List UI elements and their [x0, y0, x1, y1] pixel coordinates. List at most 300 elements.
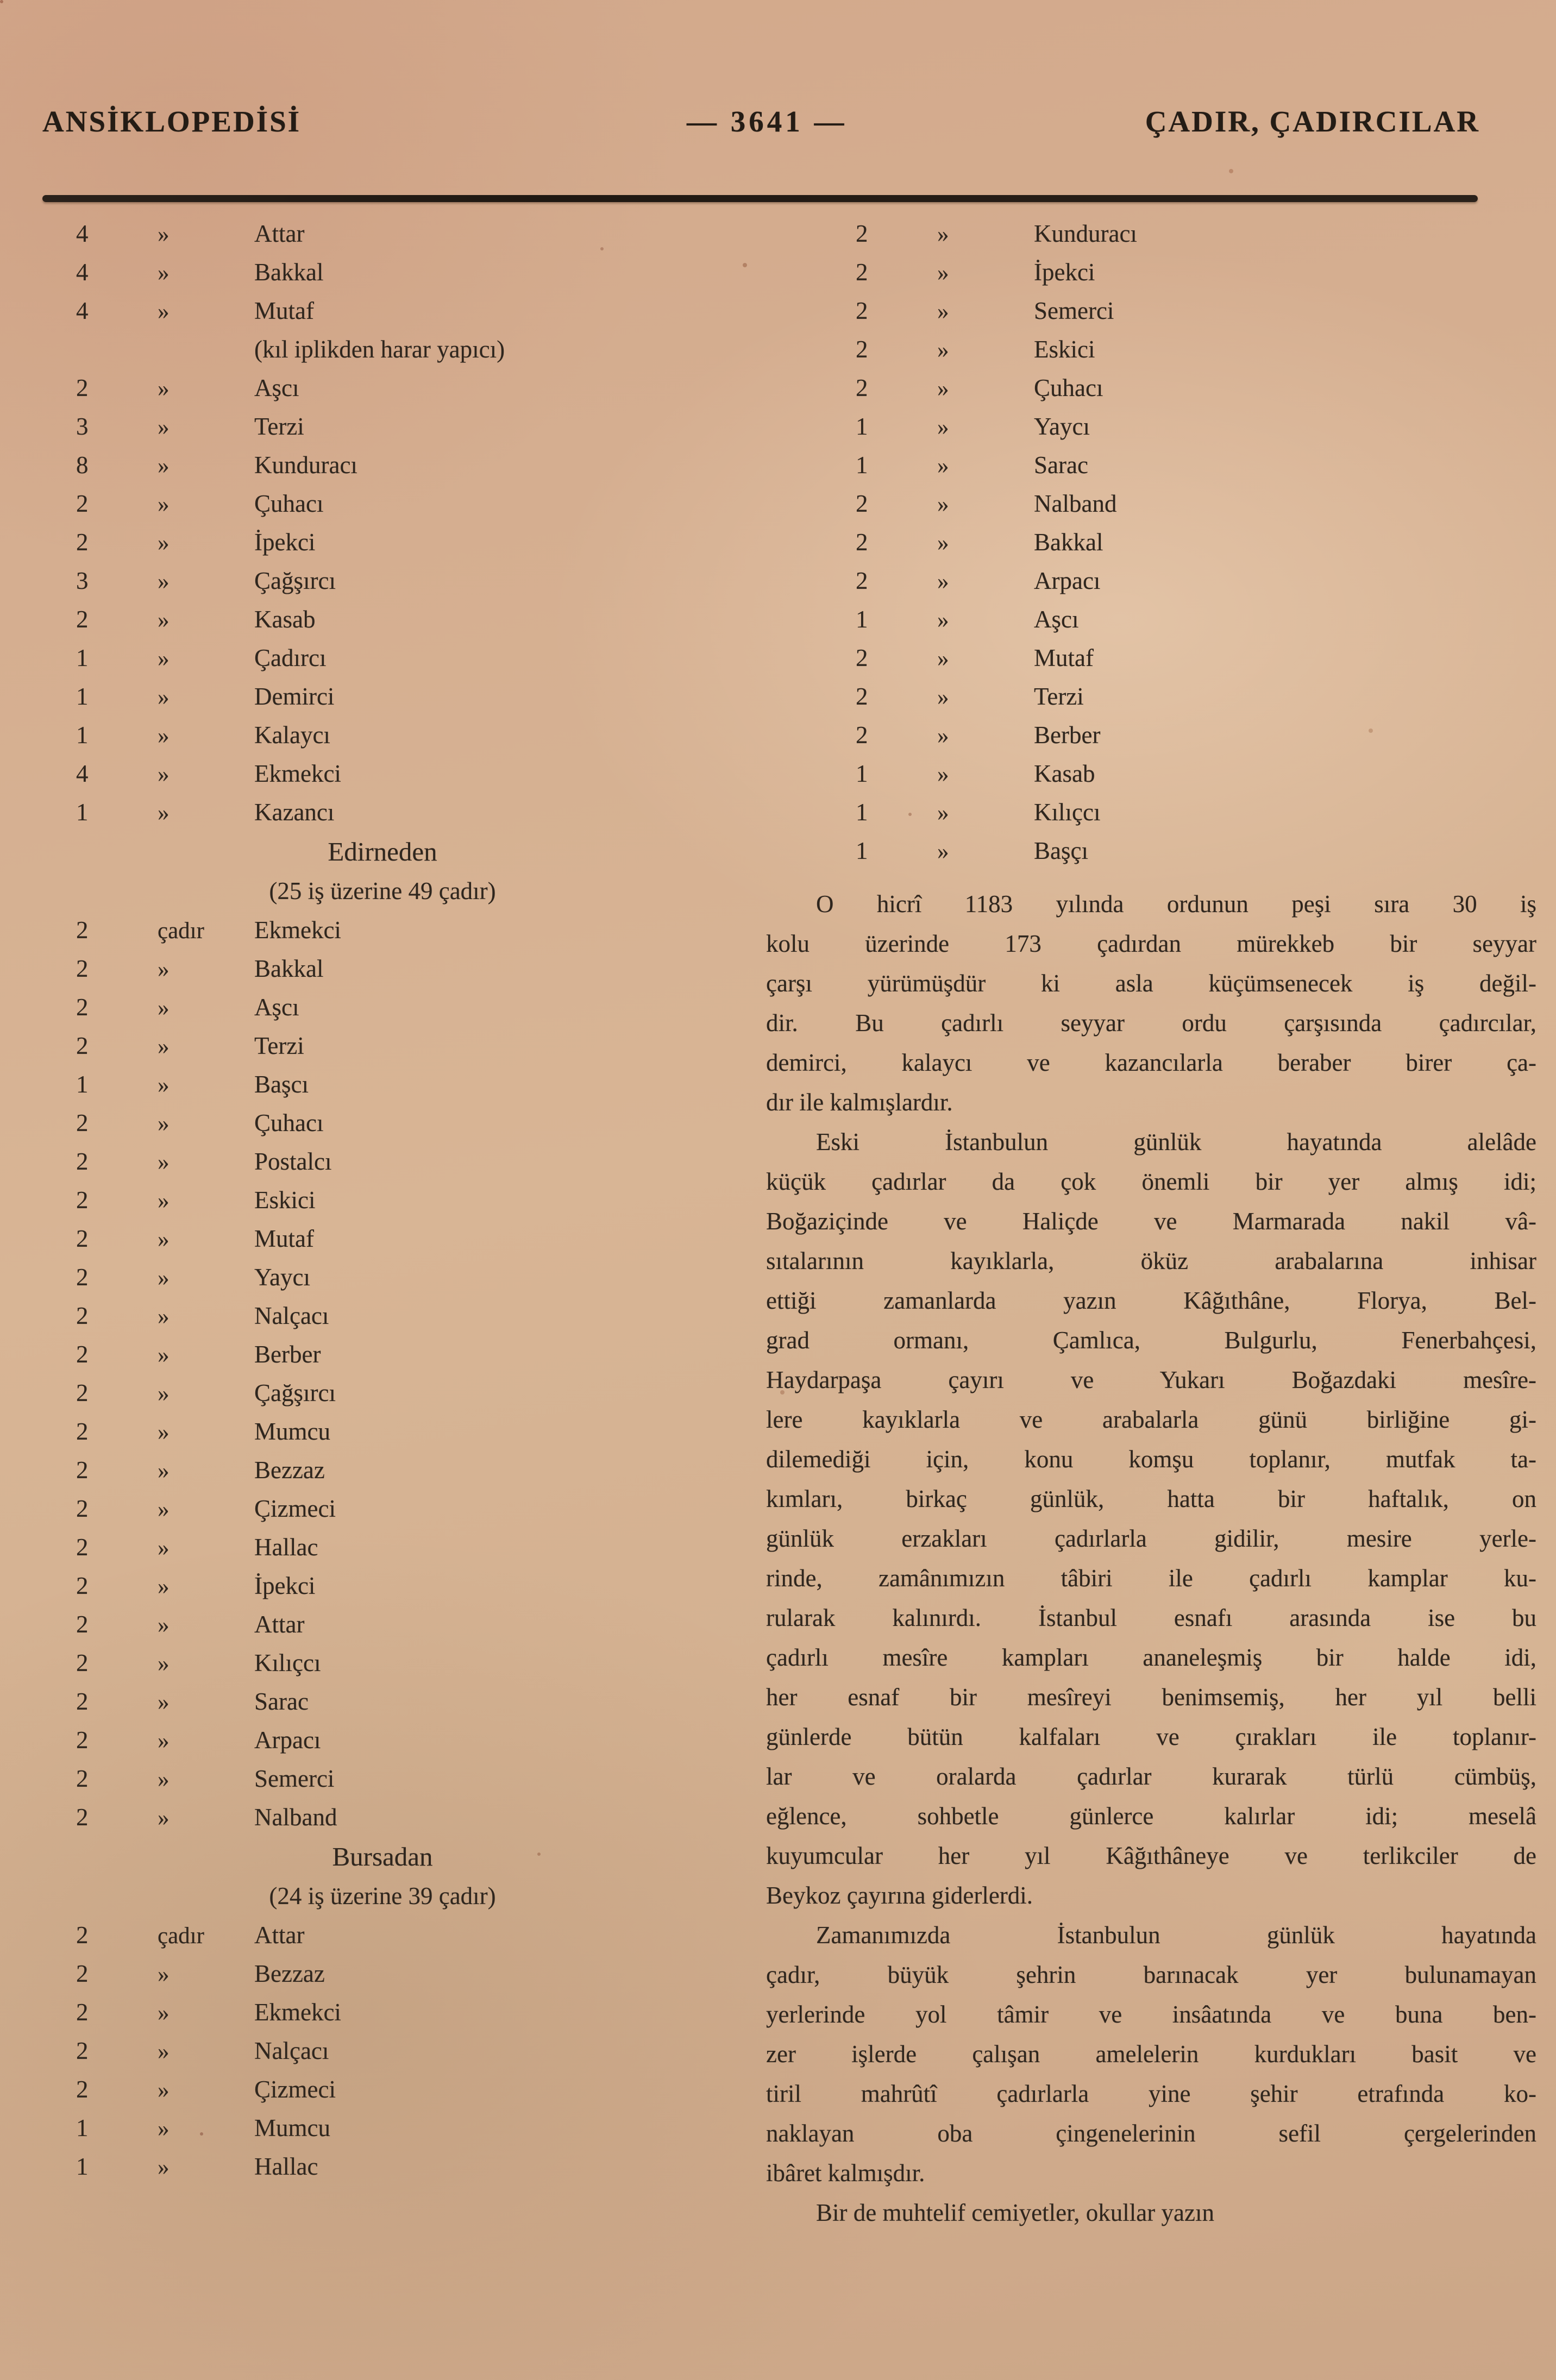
list-row [765, 485, 1539, 523]
row-num: 3 [76, 413, 89, 440]
row-num: 2 [76, 1649, 89, 1676]
row-label: Kasab [254, 606, 316, 633]
row-num: 2 [76, 1418, 89, 1445]
paragraph-line: Zamanımızda İstanbulun günlük hayatında [816, 1921, 1536, 1949]
row-label: Kılıçcı [254, 1649, 321, 1676]
list-row [765, 562, 1539, 600]
row-label: Hallac [254, 1534, 318, 1561]
row-mark: » [937, 762, 949, 787]
paragraph-line: kımları, birkaç günlük, hatta bir haftalık, on [766, 1485, 1536, 1512]
row-num: 2 [856, 644, 868, 671]
row-mark: » [158, 1111, 170, 1136]
list-row [0, 793, 765, 832]
row-num: 2 [76, 2076, 89, 2103]
row-mark: » [158, 1458, 170, 1484]
row-mark: » [158, 646, 170, 671]
page-header [42, 104, 1480, 139]
list-row [0, 1181, 765, 1220]
row-mark: » [158, 376, 170, 401]
row-label: Çadırcı [254, 644, 327, 671]
row-mark: » [937, 530, 949, 556]
row-label: Arpacı [1034, 567, 1101, 594]
paragraph-line: çarşı yürümüşdür ki asla küçümsenecek iş değil- [766, 970, 1536, 997]
row-mark: » [158, 1188, 170, 1214]
row-num: 2 [76, 1495, 89, 1522]
row-mark: » [158, 2155, 170, 2180]
paragraph-line: çadır, büyük şehrin barınacak yer bulunamayan [766, 1961, 1536, 1988]
list-row [0, 755, 765, 793]
list-row [0, 1528, 765, 1567]
row-mark: » [158, 260, 170, 286]
row-num: 2 [76, 1960, 89, 1987]
list-row [0, 639, 765, 677]
row-num: 2 [76, 1186, 89, 1214]
list-row [0, 600, 765, 639]
row-label: Kılıçcı [1034, 799, 1101, 826]
list-row [0, 523, 765, 562]
row-num: 2 [76, 1148, 89, 1175]
row-num: 2 [76, 529, 89, 556]
row-mark: » [158, 299, 170, 324]
row-label: Yaycı [254, 1264, 310, 1291]
paragraph-line: tiril mahrûtî çadırlarla yine şehir etrafında ko- [766, 2080, 1536, 2107]
row-num: 2 [76, 1688, 89, 1715]
list-row [0, 950, 765, 988]
row-label: Bezzaz [254, 1456, 325, 1484]
list-row [0, 1798, 765, 1837]
row-num: 2 [856, 683, 868, 710]
row-label: Sarac [1034, 451, 1088, 479]
row-label: Bakkal [1034, 529, 1103, 556]
row-label: Terzi [254, 1032, 304, 1059]
row-label: Bakkal [254, 955, 324, 982]
paragraph-line: demirci, kalaycı ve kazancılarla beraber birer ça- [766, 1049, 1536, 1076]
row-num: 2 [76, 1109, 89, 1136]
row-num: 8 [76, 451, 89, 479]
row-num: 2 [76, 1456, 89, 1484]
paragraph-line: çadırlı mesîre kampları ananeleşmiş bir halde idi, [766, 1644, 1536, 1671]
paragraph-line: dır ile kalmışlardır. [766, 1089, 953, 1116]
row-num: 2 [76, 916, 89, 944]
row-num: 1 [856, 837, 868, 864]
row-num: 4 [76, 297, 89, 324]
paragraph-line: O hicrî 1183 yılında ordunun peşi sıra 30 iş [816, 890, 1536, 918]
list-row [765, 407, 1539, 446]
row-mark: çadır [158, 1923, 204, 1949]
row-mark: » [937, 453, 949, 479]
row-num: 2 [856, 259, 868, 286]
paragraph-line: sıtalarının kayıklarla, öküz arabalarına inhisar [766, 1247, 1536, 1274]
row-num: 1 [76, 2114, 89, 2142]
row-num: 2 [76, 1726, 89, 1754]
list-row [0, 1412, 765, 1451]
list-row [765, 330, 1539, 369]
row-mark: » [937, 607, 949, 633]
row-num: 2 [856, 297, 868, 324]
list-row [765, 832, 1539, 870]
row-mark: » [158, 222, 170, 247]
row-mark: » [158, 453, 170, 479]
list-row [765, 600, 1539, 639]
row-label: Eskici [254, 1186, 316, 1214]
paragraph-line: her esnaf bir mesîreyi benimsemiş, her yıl belli [766, 1684, 1536, 1711]
paragraph-line: dir. Bu çadırlı seyyar ordu çarşısında çadırcılar, [766, 1009, 1536, 1037]
row-num: 2 [76, 374, 89, 401]
list-row [0, 1374, 765, 1412]
row-mark: » [158, 2077, 170, 2103]
row-label: Berber [254, 1341, 321, 1368]
paragraph-line: dilemediği için, konu komşu toplanır, mutfak ta- [766, 1446, 1536, 1473]
list-row [0, 369, 765, 407]
list-row [0, 2147, 765, 2186]
row-mark: » [158, 2116, 170, 2142]
row-mark: » [158, 1535, 170, 1561]
list-row [765, 215, 1539, 253]
paragraph-line: eğlence, sohbetle günlerce kalırlar idi; meselâ [766, 1803, 1536, 1830]
row-num: 2 [76, 606, 89, 633]
list-row [765, 755, 1539, 793]
row-num: 4 [76, 760, 89, 787]
row-label: Çağşırcı [254, 1379, 336, 1406]
row-num: 1 [76, 644, 89, 671]
row-label: Mutaf [254, 1225, 314, 1252]
list-row [0, 1605, 765, 1644]
list-row [0, 1567, 765, 1605]
list-row [0, 407, 765, 446]
row-label: Attar [254, 220, 305, 247]
paragraph-line: yerlerinde yol tâmir ve insâatında ve buna ben- [766, 2001, 1536, 2028]
row-mark: » [158, 569, 170, 594]
row-mark: » [158, 1420, 170, 1445]
row-num: 2 [76, 1032, 89, 1059]
row-num: 2 [76, 955, 89, 982]
row-num: 1 [76, 1071, 89, 1098]
row-label: Nalband [1034, 490, 1117, 517]
row-mark: » [937, 337, 949, 363]
row-label: Başçı [1034, 837, 1088, 864]
row-mark: » [158, 1497, 170, 1522]
list-row [0, 1297, 765, 1335]
row-mark: » [937, 492, 949, 517]
row-mark: » [158, 995, 170, 1021]
row-label: Demirci [254, 683, 335, 710]
list-row [0, 1065, 765, 1104]
paragraph-line: günlerde bütün kalfaları ve çırakları ile toplanır- [766, 1723, 1536, 1750]
row-mark: » [937, 376, 949, 401]
row-mark: » [937, 800, 949, 826]
row-num: 2 [856, 490, 868, 517]
row-mark: » [158, 1767, 170, 1792]
article-title: ÇADIR, ÇADIRCILAR [1145, 105, 1480, 138]
section-subtitle-bursa: (24 iş üzerine 39 çadır) [269, 1882, 496, 1910]
row-num: 2 [856, 529, 868, 556]
header-rule [42, 195, 1478, 202]
row-mark: » [937, 222, 949, 247]
row-mark: » [937, 685, 949, 710]
list-row [0, 988, 765, 1027]
list-row [0, 911, 765, 950]
paragraph-line: zer işlerde çalışan amelelerin kurdukları basit ve [766, 2040, 1536, 2068]
row-num: 4 [76, 259, 89, 286]
row-label: İpekci [1034, 259, 1095, 286]
row-mark: » [158, 723, 170, 749]
paragraph-line: kuyumcular her yıl Kâğıthâneye ve terlikciler de [766, 1842, 1536, 1869]
list-row [0, 1142, 765, 1181]
row-num: 1 [76, 2153, 89, 2180]
list-row [0, 1258, 765, 1297]
row-label: Aşcı [254, 374, 299, 401]
body-paragraphs [765, 884, 1539, 2233]
row-num: 2 [76, 1572, 89, 1599]
row-num: 2 [76, 1999, 89, 2026]
row-mark: çadır [158, 918, 204, 944]
list-row [765, 639, 1539, 677]
paragraph-line: Boğaziçinde ve Haliçde ve Marmarada nakil vâ- [766, 1208, 1536, 1235]
row-mark: » [937, 569, 949, 594]
paragraph-line: günlük erzakları çadırlarla gidilir, mesire yerle- [766, 1525, 1536, 1552]
row-label: Ekmekci [254, 1999, 341, 2026]
row-num: 3 [76, 567, 89, 594]
row-num: 2 [856, 567, 868, 594]
list-row [765, 446, 1539, 485]
row-mark: » [158, 415, 170, 440]
row-num: 1 [856, 799, 868, 826]
paragraph-line: kolu üzerinde 173 çadırdan mürekkeb bir seyyar [766, 930, 1536, 957]
row-mark: » [937, 299, 949, 324]
row-mark: » [158, 1805, 170, 1831]
paragraph-line: Bir de muhtelif cemiyetler, okullar yazın [816, 2199, 1214, 2226]
row-label: Başcı [254, 1071, 309, 1098]
row-num: 1 [856, 606, 868, 633]
row-mark: » [937, 723, 949, 749]
row-label: Çuhacı [1034, 374, 1103, 401]
row-mark: » [937, 260, 949, 286]
list-row [0, 485, 765, 523]
row-label: Çuhacı [254, 1109, 324, 1136]
section-subtitle-edirne: (25 iş üzerine 49 çadır) [269, 877, 496, 905]
row-mark: » [158, 1728, 170, 1754]
row-num: 2 [856, 220, 868, 247]
row-num: 2 [76, 1379, 89, 1406]
row-label: Attar [254, 1611, 305, 1638]
trade-list-edirne [0, 911, 765, 1837]
row-num: 2 [76, 1225, 89, 1252]
row-num: 1 [76, 721, 89, 749]
row-label: Sarac [254, 1688, 309, 1715]
row-mark: » [158, 1034, 170, 1059]
row-label: Çuhacı [254, 490, 324, 517]
row-num: 2 [76, 2037, 89, 2064]
list-row [765, 369, 1539, 407]
row-label: Hallac [254, 2153, 318, 2180]
paragraph-line: rinde, zamânımızın tâbiri ile çadırlı kamplar ku- [766, 1565, 1536, 1592]
row-num: 2 [856, 721, 868, 749]
row-label: Kunduracı [254, 451, 357, 479]
row-label: Ekmekci [254, 916, 341, 944]
left-column [0, 215, 765, 2186]
row-label: İpekci [254, 529, 316, 556]
row-mark: » [158, 685, 170, 710]
row-label: Nalband [254, 1804, 337, 1831]
row-mark: » [158, 800, 170, 826]
row-label: Çağşırcı [254, 567, 336, 594]
row-mark: » [158, 1304, 170, 1329]
list-row [765, 523, 1539, 562]
paragraph-line: rularak kalınırdı. İstanbul esnafı arasında ise bu [766, 1604, 1536, 1631]
list-row [0, 1335, 765, 1374]
row-num: 2 [76, 1341, 89, 1368]
row-mark: » [158, 1342, 170, 1368]
row-label: Kalaycı [254, 721, 330, 749]
paragraph-line: küçük çadırlar da çok önemli bir yer almış idi; [766, 1168, 1536, 1195]
paragraph-line: naklayan oba çingenelerinin sefil çergelerinden [766, 2120, 1536, 2147]
row-mark: » [158, 2000, 170, 2026]
row-label: Kazancı [254, 799, 335, 826]
row-mark: » [937, 839, 949, 864]
list-row [0, 716, 765, 755]
row-mark: » [158, 957, 170, 982]
paragraph-line: Eski İstanbulun günlük hayatında alelâde [816, 1128, 1536, 1156]
trade-list-carryover [0, 215, 765, 832]
journal-title: ANSİKLOPEDİSİ [42, 105, 302, 138]
row-label: Postalcı [254, 1148, 332, 1175]
row-num: 1 [856, 451, 868, 479]
row-label: Terzi [254, 413, 304, 440]
row-mark: » [158, 1227, 170, 1252]
row-label: Semerci [254, 1765, 335, 1792]
list-row [0, 446, 765, 485]
row-mark: » [158, 530, 170, 556]
row-num: 2 [76, 1921, 89, 1949]
list-row [0, 253, 765, 292]
row-num: 2 [856, 336, 868, 363]
paragraph-line: Haydarpaşa çayırı ve Yukarı Boğazdaki mesîre- [766, 1366, 1536, 1393]
row-num: 1 [76, 799, 89, 826]
row-mark: » [158, 1265, 170, 1291]
paragraph-line: Beykoz çayırına giderlerdi. [766, 1882, 1033, 1909]
right-column [765, 215, 1539, 2233]
row-num: 2 [76, 1611, 89, 1638]
row-num: 2 [856, 374, 868, 401]
list-row [0, 1955, 765, 1993]
row-mark: » [158, 492, 170, 517]
row-num: 2 [76, 1534, 89, 1561]
list-row [765, 253, 1539, 292]
list-row [0, 1104, 765, 1142]
section-title-bursa: Bursadan [332, 1842, 433, 1872]
list-row [765, 292, 1539, 330]
row-num: 4 [76, 220, 89, 247]
paragraph-line: lar ve oralarda çadırlar kurarak türlü cümbüş, [766, 1763, 1536, 1790]
row-label: Mutaf [254, 297, 314, 324]
row-label: Nalçacı [254, 2037, 329, 2064]
row-num: 2 [76, 1264, 89, 1291]
row-mark: » [158, 1381, 170, 1406]
list-row [0, 1916, 765, 1955]
paragraph-line: ibâret kalmışdır. [766, 2159, 925, 2187]
row-mark: » [158, 2039, 170, 2064]
trade-list-bursa [0, 1916, 765, 2186]
row-num: 2 [76, 1302, 89, 1329]
row-label: Ekmekci [254, 760, 341, 787]
paragraph-line: grad ormanı, Çamlıca, Bulgurlu, Fenerbahçesi, [766, 1327, 1536, 1354]
row-label: Kasab [1034, 760, 1095, 787]
row-num: 2 [76, 1765, 89, 1792]
row-num: 1 [76, 683, 89, 710]
row-label: Kunduracı [1034, 220, 1137, 247]
list-row [0, 1220, 765, 1258]
list-row [0, 1721, 765, 1760]
paragraph-line: ettiği zamanlarda yazın Kâğıthâne, Florya, Bel- [766, 1287, 1536, 1314]
row-mark: » [158, 1072, 170, 1098]
row-num: 2 [76, 490, 89, 517]
list-row [0, 2032, 765, 2070]
list-row [0, 1451, 765, 1490]
row-label: Yaycı [1034, 413, 1090, 440]
list-row [0, 677, 765, 716]
row-num: 1 [856, 413, 868, 440]
row-label: Mumcu [254, 1418, 330, 1445]
list-row [0, 1027, 765, 1065]
trade-list-continued [765, 215, 1539, 870]
row-label: Attar [254, 1921, 305, 1949]
row-label: Terzi [1034, 683, 1084, 710]
row-num: 2 [76, 994, 89, 1021]
paragraph-line: lere kayıklarla ve arabalarla günü birliğine gi- [766, 1406, 1536, 1433]
list-row [0, 1760, 765, 1798]
row-mark: » [158, 1612, 170, 1638]
list-row [0, 1644, 765, 1682]
row-num: 2 [76, 1804, 89, 1831]
list-row [0, 1682, 765, 1721]
list-row [765, 677, 1539, 716]
row-mark: » [158, 1574, 170, 1599]
list-row [765, 716, 1539, 755]
list-row [0, 562, 765, 600]
row-label: Mumcu [254, 2114, 330, 2142]
list-row [0, 2109, 765, 2147]
row-label: Eskici [1034, 336, 1095, 363]
row-mark: » [158, 1150, 170, 1175]
list-row [0, 292, 765, 330]
row-label: Berber [1034, 721, 1101, 749]
list-row [765, 793, 1539, 832]
page-number: — 3641 — [687, 105, 848, 138]
row-mark: » [937, 415, 949, 440]
row-mark: » [158, 1690, 170, 1715]
row-label: (kıl iplikden harar yapıcı) [254, 336, 505, 363]
row-mark: » [158, 1962, 170, 1987]
row-mark: » [158, 1651, 170, 1676]
row-label: İpekci [254, 1572, 316, 1599]
list-row [0, 2070, 765, 2109]
list-row [0, 1993, 765, 2032]
row-label: Bezzaz [254, 1960, 325, 1987]
list-row [0, 1490, 765, 1528]
row-label: Çizmeci [254, 1495, 336, 1522]
row-label: Çizmeci [254, 2076, 336, 2103]
row-label: Aşcı [1034, 606, 1079, 633]
row-label: Semerci [1034, 297, 1114, 324]
row-mark: » [937, 646, 949, 671]
row-mark: » [158, 762, 170, 787]
list-row [0, 215, 765, 253]
row-label: Aşcı [254, 994, 299, 1021]
row-num: 1 [856, 760, 868, 787]
row-label: Bakkal [254, 259, 324, 286]
row-label: Arpacı [254, 1726, 321, 1754]
row-label: Mutaf [1034, 644, 1094, 671]
